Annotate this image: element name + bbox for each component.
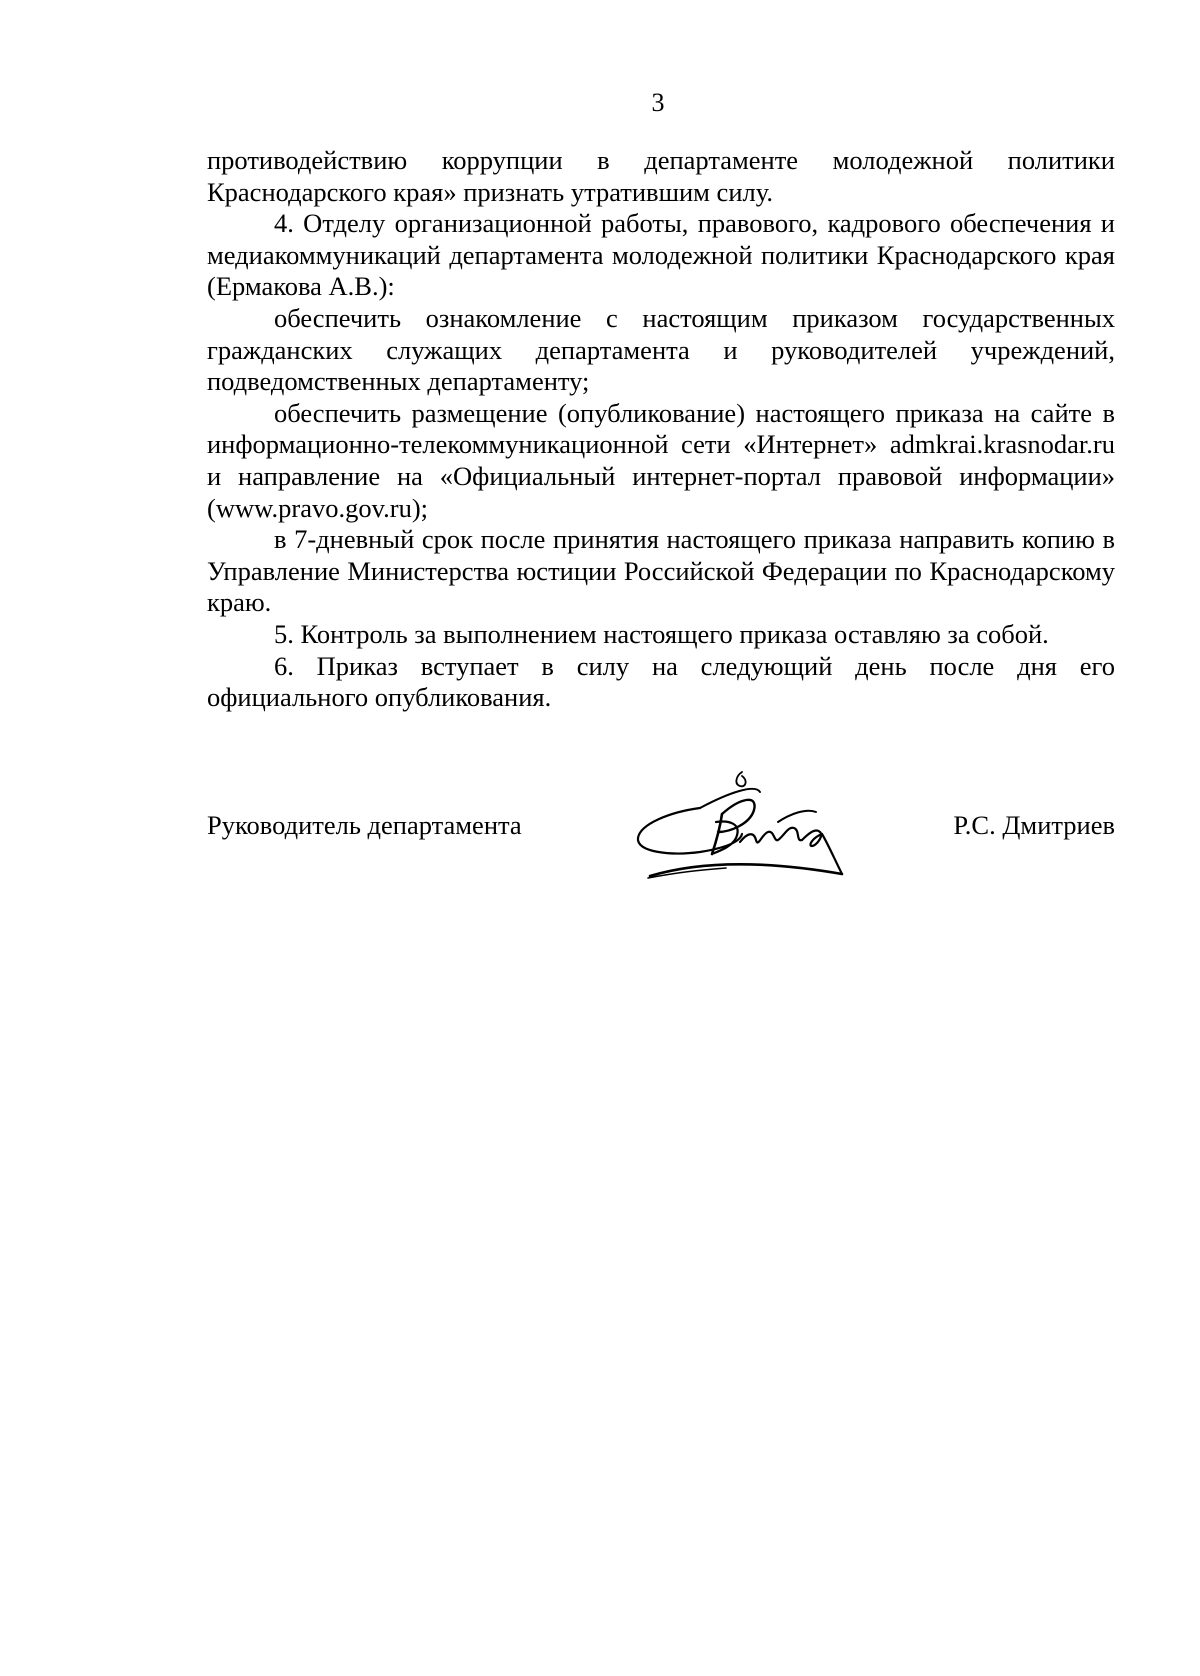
paragraph-item-5: 5. Контроль за выполнением настоящего приказа оставляю за собой. bbox=[274, 618, 1049, 649]
signer-title: Руководитель департамента bbox=[207, 810, 522, 840]
signer-name: Р.С. Дмитриев bbox=[953, 810, 1115, 840]
paragraph-familiarization: обеспечить ознакомление с настоящим приказом государственных гражданских служащих департамента и руководителей учреждений, подведомственных департаменту; bbox=[207, 302, 1115, 397]
document-body bbox=[207, 145, 1115, 714]
page-number: 3 bbox=[651, 88, 665, 117]
handwritten-signature bbox=[630, 762, 870, 892]
paragraph-publication: обеспечить размещение (опубликование) настоящего приказа на сайте в информационно-телекоммуникационной сети «Интернет» admkrai.krasnodar.ru и направление на «Официальный интернет-портал правовой информации» (www.pravo.gov.ru); bbox=[207, 397, 1115, 523]
paragraph-corruption-clause: противодействию коррупции в департаменте молодежной политики Краснодарского края» признать утратившим силу. bbox=[207, 145, 1115, 207]
paragraph-item-4: 4. Отделу организационной работы, правового, кадрового обеспечения и медиакоммуникаций департамента молодежной политики Краснодарского края (Ермакова А.В.): bbox=[207, 208, 1115, 302]
paragraph-ministry-copy: в 7-дневный срок после принятия настоящего приказа направить копию в Управление Министерства юстиции Российской Федерации по Краснодарскому краю. bbox=[207, 524, 1115, 618]
paragraph-item-6: 6. Приказ вступает в силу на следующий день после дня его официального опубликования. bbox=[207, 650, 1115, 713]
